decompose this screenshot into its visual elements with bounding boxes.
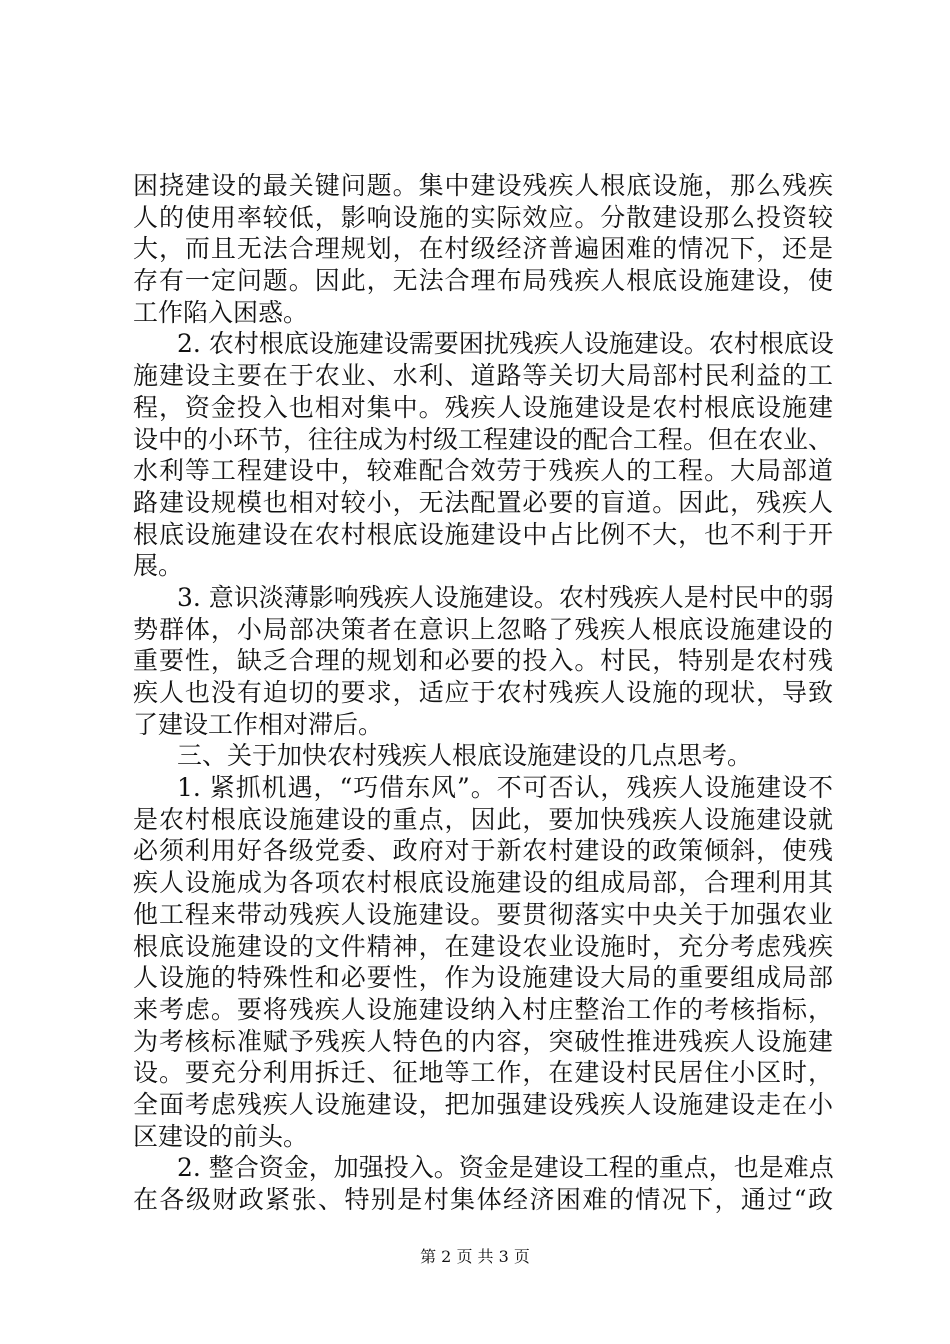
text-line: 人设施的特殊性和必要性，作为设施建设大局的重要组成局部: [133, 963, 833, 993]
text-line: 展。: [133, 551, 184, 581]
text-line: 3. 意识淡薄影响残疾人设施建设。农村残疾人是村民中的弱: [177, 582, 834, 612]
text-line: 困挠建设的最关键问题。集中建设残疾人根底设施，那么残疾: [133, 171, 833, 200]
text-line: 1. 紧抓机遇，“巧借东风”。不可否认，残疾人设施建设不: [177, 773, 833, 803]
text-line: 全面考虑残疾人设施建设，把加强建设残疾人设施建设走在小: [133, 1089, 833, 1119]
text-line: 水利等工程建设中，较难配合效劳于残疾人的工程。大局部道: [133, 456, 833, 486]
text-line: 势群体，小局部决策者在意识上忽略了残疾人根底设施建设的: [133, 614, 833, 644]
text-line: 施建设主要在于农业、水利、道路等关切大局部村民利益的工: [133, 361, 833, 391]
text-line: 必须利用好各级党委、政府对于新农村建设的政策倾斜，使残: [133, 836, 833, 866]
text-line: 疾人设施成为各项农村根底设施建设的组成局部，合理利用其: [133, 868, 833, 898]
text-line: 为考核标准赋予残疾人特色的内容，突破性推进残疾人设施建: [133, 1026, 833, 1056]
text-line: 疾人也没有迫切的要求，适应于农村残疾人设施的现状，导致: [133, 678, 833, 707]
text-line: 大，而且无法合理规划，在村级经济普遍困难的情况下，还是: [133, 234, 833, 264]
text-line: 程，资金投入也相对集中。残疾人设施建设是农村根底设施建: [133, 392, 833, 422]
page-number-footer: 第 2 页 共 3 页: [420, 1247, 530, 1266]
text-line: 2. 整合资金，加强投入。资金是建设工程的重点，也是难点: [177, 1153, 834, 1183]
text-line: 根底设施建设的文件精神，在建设农业设施时，充分考虑残疾: [133, 931, 833, 961]
text-line: 人的使用率较低，影响设施的实际效应。分散建设那么投资较: [133, 202, 833, 232]
text-line: 在各级财政紧张、特别是村集体经济困难的情况下，通过“政: [133, 1185, 833, 1214]
text-line: 根底设施建设在农村根底设施建设中占比例不大，也不利于开: [133, 519, 833, 549]
text-line: 2. 农村根底设施建设需要困扰残疾人设施建设。农村根底设: [177, 329, 834, 359]
document-body: [133, 170, 833, 1216]
text-line: 路建设规模也相对较小，无法配置必要的盲道。因此，残疾人: [133, 487, 833, 517]
text-line: 区建设的前头。: [133, 1121, 309, 1151]
text-line: 设中的小环节，往往成为村级工程建设的配合工程。但在农业、: [133, 424, 834, 454]
text-line: 了建设工作相对滞后。: [133, 709, 384, 739]
text-line: 三、关于加快农村残疾人根底设施建设的几点思考。: [177, 741, 753, 771]
text-line: 是农村根底设施建设的重点，因此，要加快残疾人设施建设就: [133, 804, 833, 834]
text-line: 来考虑。要将残疾人设施建设纳入村庄整治工作的考核指标，: [133, 994, 833, 1024]
text-line: 设。要充分利用拆迁、征地等工作，在建设村民居住小区时，: [133, 1058, 833, 1088]
text-line: 他工程来带动残疾人设施建设。要贯彻落实中央关于加强农业: [133, 899, 833, 929]
text-line: 存有一定问题。因此，无法合理布局残疾人根底设施建设，使: [133, 266, 833, 296]
text-line: 工作陷入困惑。: [133, 297, 309, 327]
text-line: 重要性，缺乏合理的规划和必要的投入。村民，特别是农村残: [133, 646, 833, 676]
